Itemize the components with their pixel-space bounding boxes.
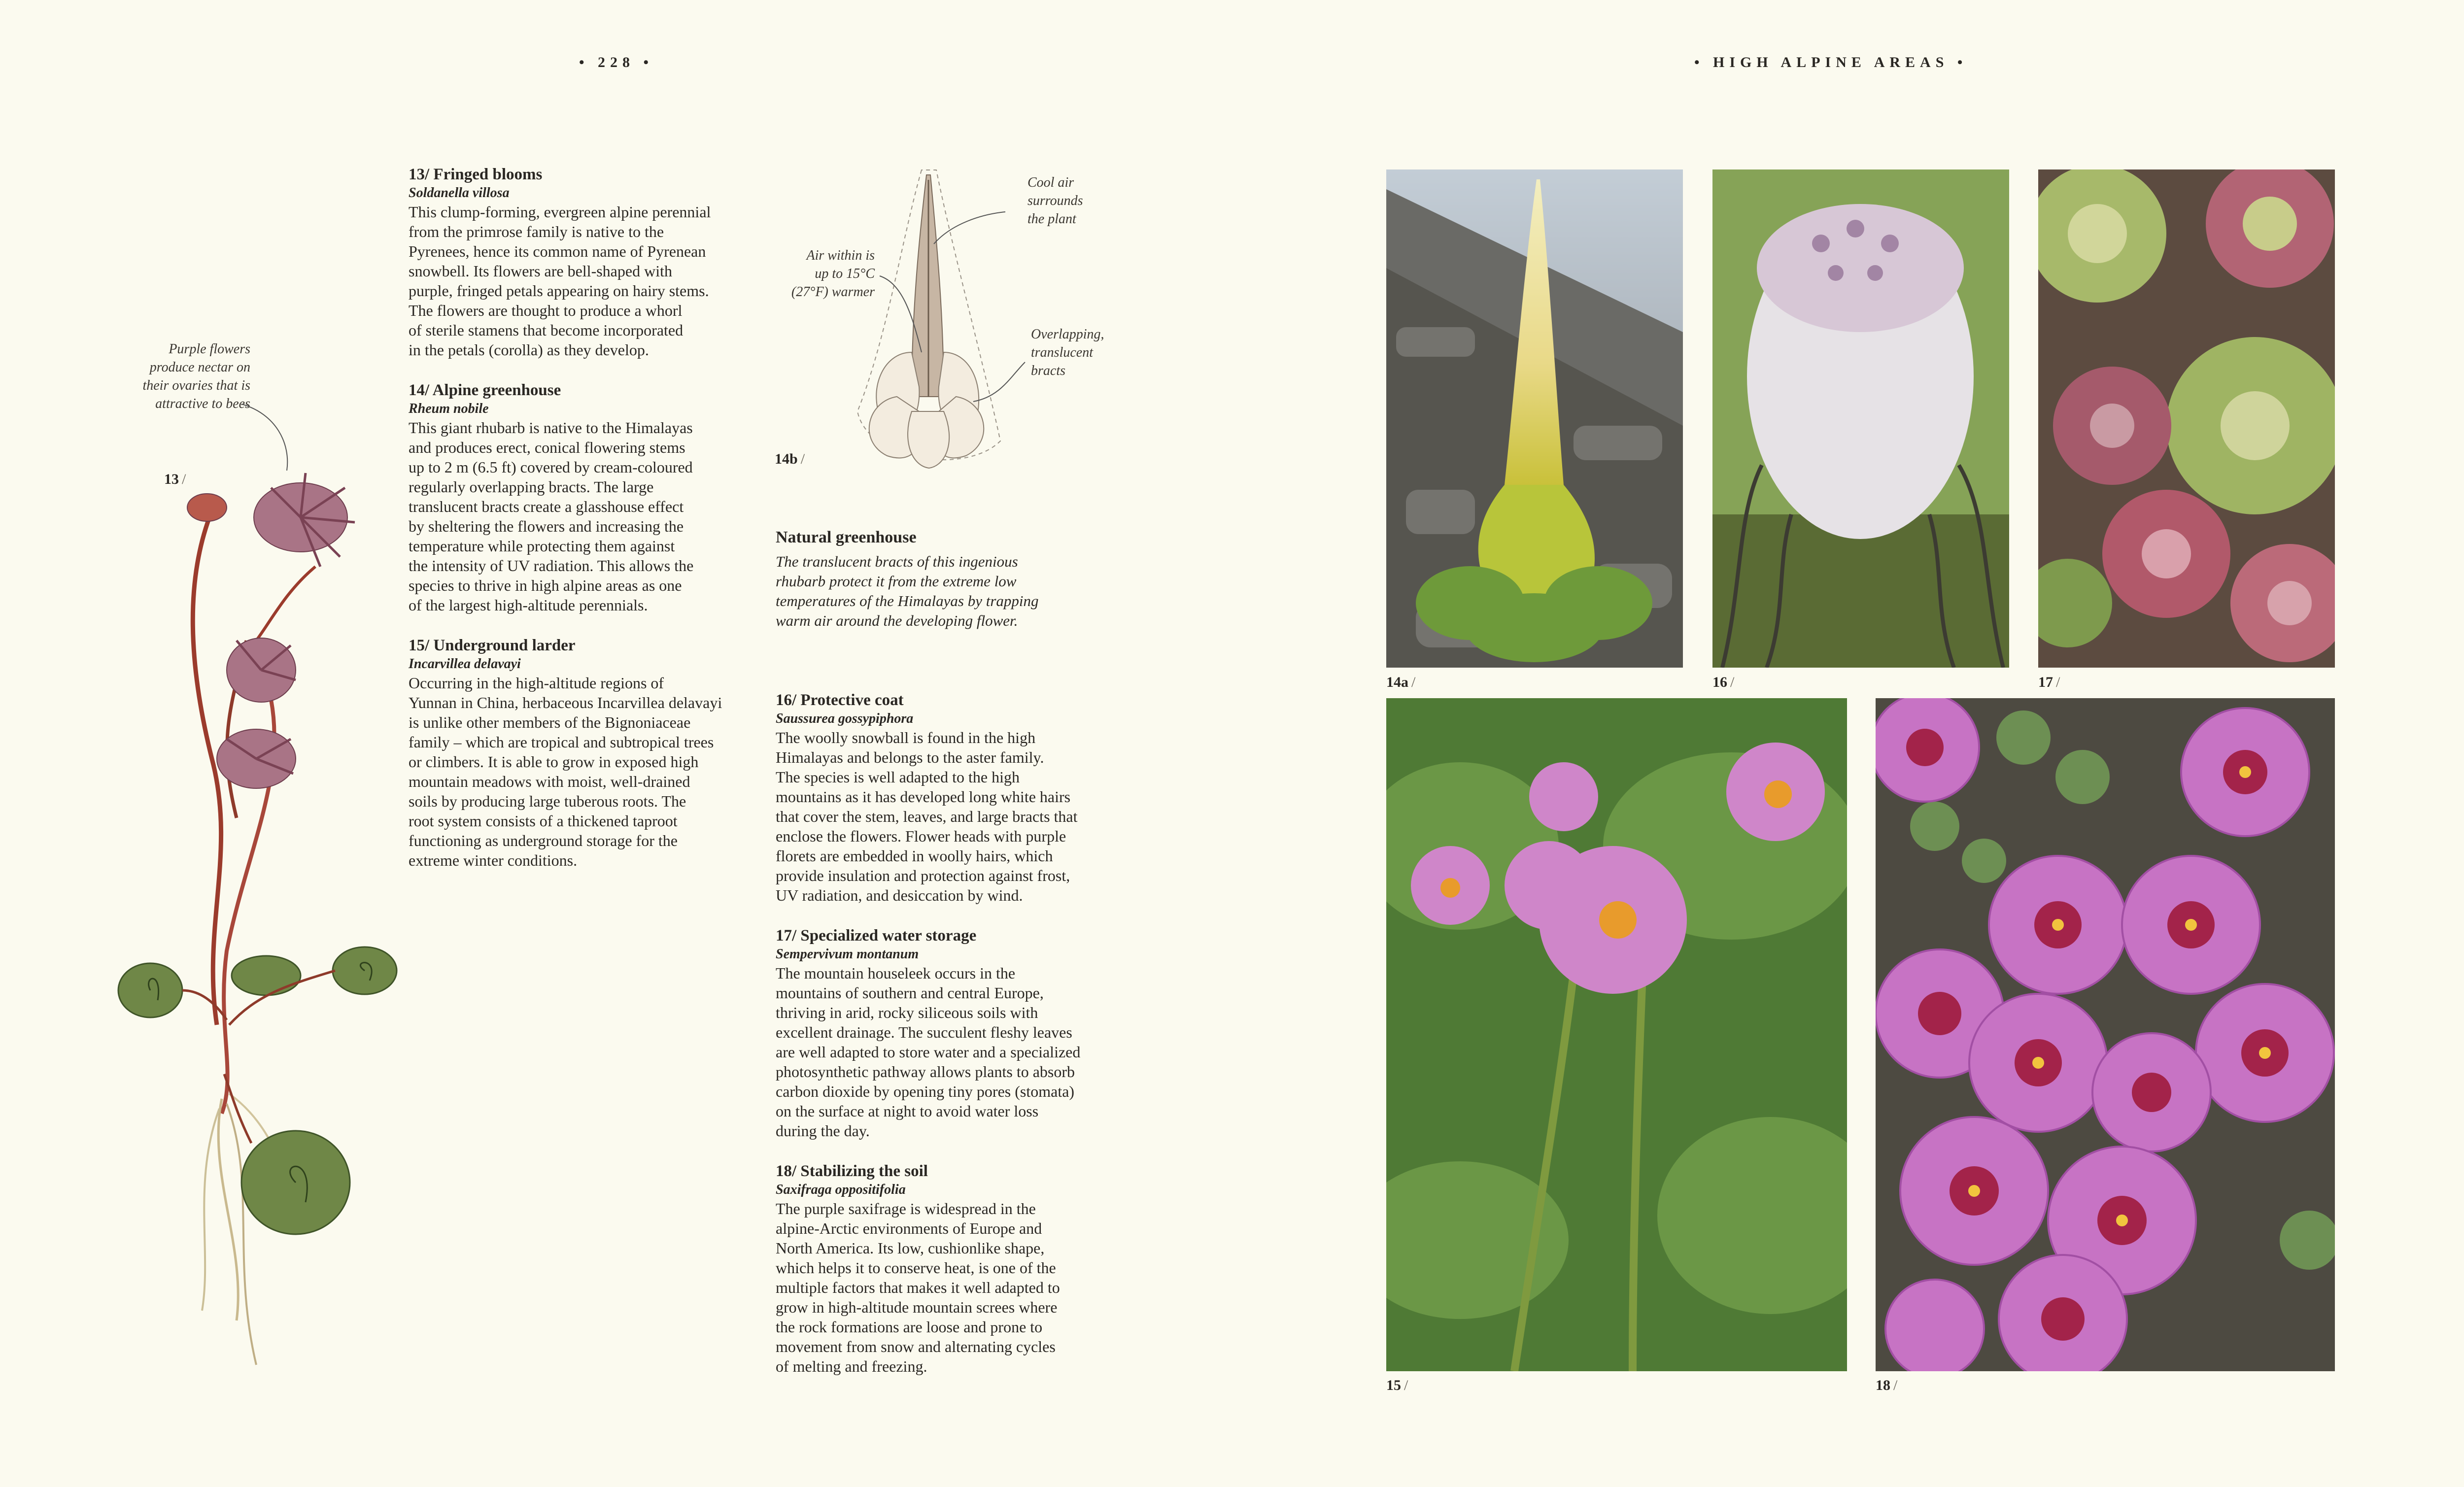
entry-title: 13/ Fringed blooms — [409, 166, 543, 183]
photo-15-incarvillea — [1386, 698, 1847, 1371]
entry-title: 15/ Underground larder — [409, 637, 576, 654]
soldanella-illustration — [108, 384, 434, 1394]
text-column-1 — [409, 165, 763, 891]
entry-latin-name: Saxifraga oppositifolia — [776, 1182, 906, 1197]
entry-13 — [409, 165, 763, 360]
photo-16-saussurea — [1712, 169, 2009, 668]
illustration-13-label: 13 / — [164, 471, 186, 487]
entry-16 — [776, 690, 1130, 905]
photo-14a-label: 14a / — [1386, 674, 1416, 690]
natural-greenhouse-title: Natural greenhouse — [776, 528, 917, 546]
text-column-2 — [776, 690, 1130, 1397]
entry-latin-name: Incarvillea delavayi — [409, 656, 521, 672]
photo-15-label: 15 / — [1386, 1377, 1408, 1393]
entry-body: The mountain houseleek occurs in the mountains of southern and central Europe, thriving in arid, rocky siliceous soils with excellent drainage. The succulent fleshy leaves are well adapted to store water and a specialized photosynthetic pathway allows plants to absorb carbon dioxide by opening tiny pores (stomata) on the surface at night to avoid water loss during the day. — [776, 964, 1081, 1140]
entry-body: This giant rhubarb is native to the Himalayas and produces erect, conical flowering stems up to 2 m (6.5 ft) covered by cream-coloured regularly overlapping bracts. The large translucent bracts create a glasshouse effect by sheltering the flowers and increasing the temperature while protecting them against the intensity of UV radiation. This allows the species to thrive in high alpine areas as one of the largest high-altitude perennials. — [409, 419, 694, 614]
entry-title: 14/ Alpine greenhouse — [409, 381, 561, 399]
entry-body: The purple saxifrage is widespread in the alpine-Arctic environments of Europe and North America. Its low, cushionlike shape, which helps it to conserve heat, is one of the multiple factors that makes it well adapted to grow in high-altitude mountain screes where the rock formations are loose and prone to movement from snow and alternating cycles of melting and freezing. — [776, 1200, 1060, 1375]
entry-title: 17/ Specialized water storage — [776, 927, 977, 945]
entry-15 — [409, 636, 763, 870]
entry-latin-name: Sempervivum montanum — [776, 946, 919, 962]
natural-greenhouse-caption: The translucent bracts of this ingenious rhubarb protect it from the extreme low temperatures of the Himalayas by trapping warm air around the developing flower. — [776, 553, 1039, 629]
photo-17-sempervivum — [2038, 169, 2335, 668]
entry-latin-name: Saussurea gossypiphora — [776, 711, 914, 726]
entry-body: The woolly snowball is found in the high Himalayas and belongs to the aster family. The species is well adapted to the high mountains as it has developed long white hairs that cover the stem, leaves, and large bracts that enclose the flowers. Flower heads with purple florets are embedded in woolly hairs, which provide insulation and protection against frost, UV radiation, and desiccation by wind. — [776, 729, 1078, 904]
entry-latin-name: Soldanella villosa — [409, 185, 510, 201]
photo-16-label: 16 / — [1712, 674, 1735, 690]
illustration-13-callout: Purple flowers produce nectar on their ovaries that is attractive to bees — [142, 341, 250, 411]
entry-latin-name: Rheum nobile — [409, 401, 489, 416]
entry-17 — [776, 926, 1130, 1141]
callout-air-within: Air within is up to 15°C (27°F) warmer — [791, 248, 875, 300]
entry-18 — [776, 1161, 1130, 1376]
entry-body: Occurring in the high-altitude regions of Yunnan in China, herbaceous Incarvillea delavayi is unlike other members of the Bignoniaceae family – which are tropical and subtropical trees or climbers. It is able to grow in exposed high mountain meadows with moist, well-drained soils by producing large tuberous roots. The root system consists of a thickened taproot functioning as underground storage for the extreme winter conditions. — [409, 674, 722, 869]
photo-18-label: 18 / — [1876, 1377, 1898, 1393]
illustration-14b-label: 14b / — [775, 451, 805, 467]
photo-18-saxifraga — [1876, 698, 2335, 1371]
callout-cool-air: Cool air surrounds the plant — [1027, 175, 1083, 227]
page-folio: • 228 • — [579, 54, 654, 70]
photo-17-label: 17 / — [2038, 674, 2060, 690]
entry-title: 18/ Stabilizing the soil — [776, 1162, 928, 1180]
entry-14 — [409, 380, 763, 615]
running-head: • HIGH ALPINE AREAS • — [1694, 54, 1968, 70]
photo-14a-rheum-nobile — [1386, 169, 1683, 668]
entry-body: This clump-forming, evergreen alpine perennial from the primrose family is native to the Pyrenees, hence its common name of Pyrenean snowbell. Its flowers are bell-shaped with purple, fringed petals appearing on hairy stems. The flowers are thought to produce a whorl of sterile stamens that become incorporated in the petals (corolla) as they develop. — [409, 203, 711, 359]
callout-bracts: Overlapping, translucent bracts — [1031, 327, 1104, 378]
entry-title: 16/ Protective coat — [776, 691, 904, 709]
